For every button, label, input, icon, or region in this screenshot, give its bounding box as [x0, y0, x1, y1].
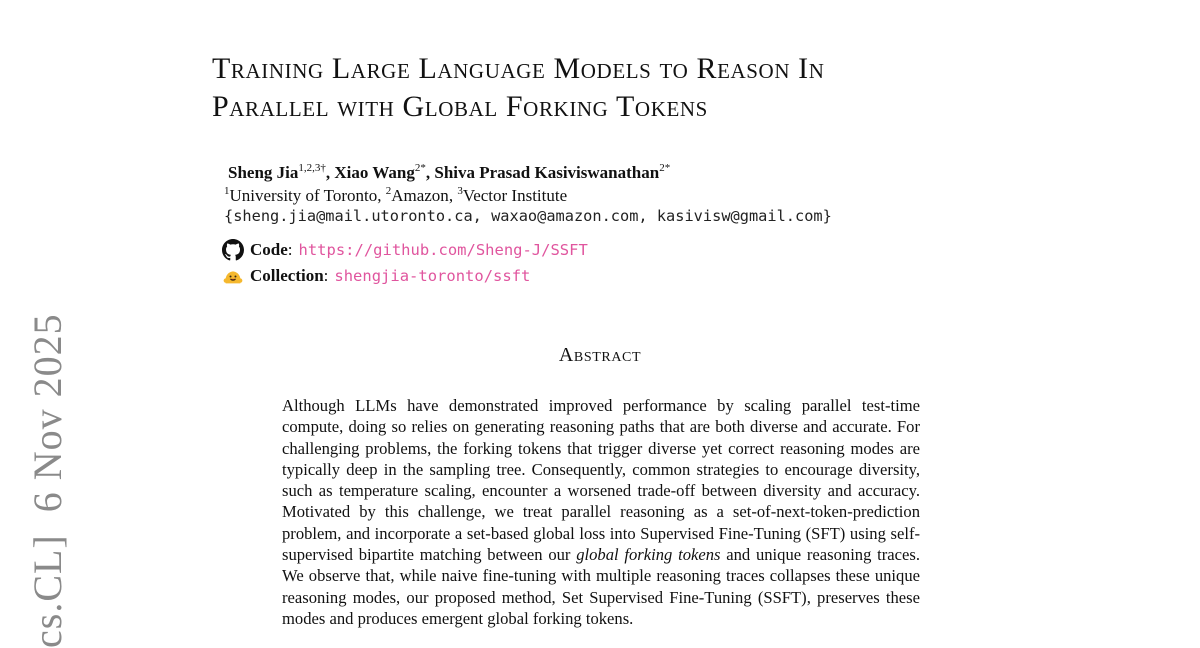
author-list: Sheng Jia$^{1,2,3\dagger}$, Xiao Wang$^{2*}$, Shiva Prasad Kasiviswanathan$^{2*}$ — [228, 162, 671, 182]
author-name: Sheng Jia — [228, 163, 299, 182]
title-line-2: Parallel with Global Forking Tokens — [212, 90, 708, 123]
code-link[interactable]: https://github.com/Sheng-J/SSFT — [298, 241, 588, 259]
author-emails: {sheng.jia@mail.utoronto.ca, waxao@amazon.com, kasivisw@gmail.com} — [224, 207, 832, 225]
affiliations: $^1$University of Toronto, $^2$Amazon, $^3$Vector Institute — [224, 185, 568, 205]
affil-name: Amazon — [391, 186, 449, 205]
affil-mark: 3 — [457, 185, 463, 197]
code-label: Code — [250, 240, 288, 259]
abstract-part-1: Although LLMs have demonstrated improved performance by scaling parallel test-time compute, doing so relies on generating reasoning paths that are both diverse and accurate. For challenging problems, the forking tokens that trigger diverse yet correct reasoning modes are typically deep in the sampling tree. Consequently, common strategies to encourage diversity, such as temperature scaling, encounter a worsened trade-off between diversity and accuracy. Motivated by this challenge, we treat parallel reasoning as a set-of-next-token-prediction problem, and incorporate a set-based global loss into Supervised Fine-Tuning (SFT) using self-supervised bipartite matching between our — [282, 396, 920, 565]
affil-mark: 2 — [385, 185, 392, 197]
abstract-emphasis: global forking tokens — [576, 545, 721, 565]
title-line-1: Training Large Language Models to Reason In — [212, 52, 825, 85]
collection-label: Collection — [250, 266, 324, 285]
code-row: Code : https://github.com/Sheng-J/SSFT — [222, 239, 588, 261]
author-marks: 1,2,3† — [298, 162, 326, 174]
affil-name: Vector Institute — [462, 186, 568, 205]
affil-mark: 1 — [224, 185, 230, 197]
abstract-text — [282, 395, 920, 629]
author-marks: 2* — [414, 162, 426, 174]
github-icon — [222, 239, 244, 261]
collection-row: Collection : shengjia-toronto/ssft — [222, 265, 530, 287]
affil-name: University of Toronto — [229, 186, 378, 205]
arxiv-stamp: cs.CL] 6 Nov 2025 — [25, 313, 70, 648]
paper-title — [212, 50, 1112, 126]
author-name: Shiva Prasad Kasiviswanathan — [434, 163, 660, 182]
abstract-heading: Abstract — [558, 344, 642, 366]
author-marks: 2* — [659, 162, 671, 174]
author-name: Xiao Wang — [334, 163, 415, 182]
huggingface-icon — [222, 265, 244, 287]
abstract-part-2: and unique reasoning traces. We observe that, while naive fine-tuning with multiple reasoning traces collapses these unique reasoning modes, our proposed method, Set Supervised Fine-Tuning (SSFT), preserves these modes and produces emergent global forking tokens. — [282, 545, 920, 628]
collection-link[interactable]: shengjia-toronto/ssft — [334, 267, 531, 285]
